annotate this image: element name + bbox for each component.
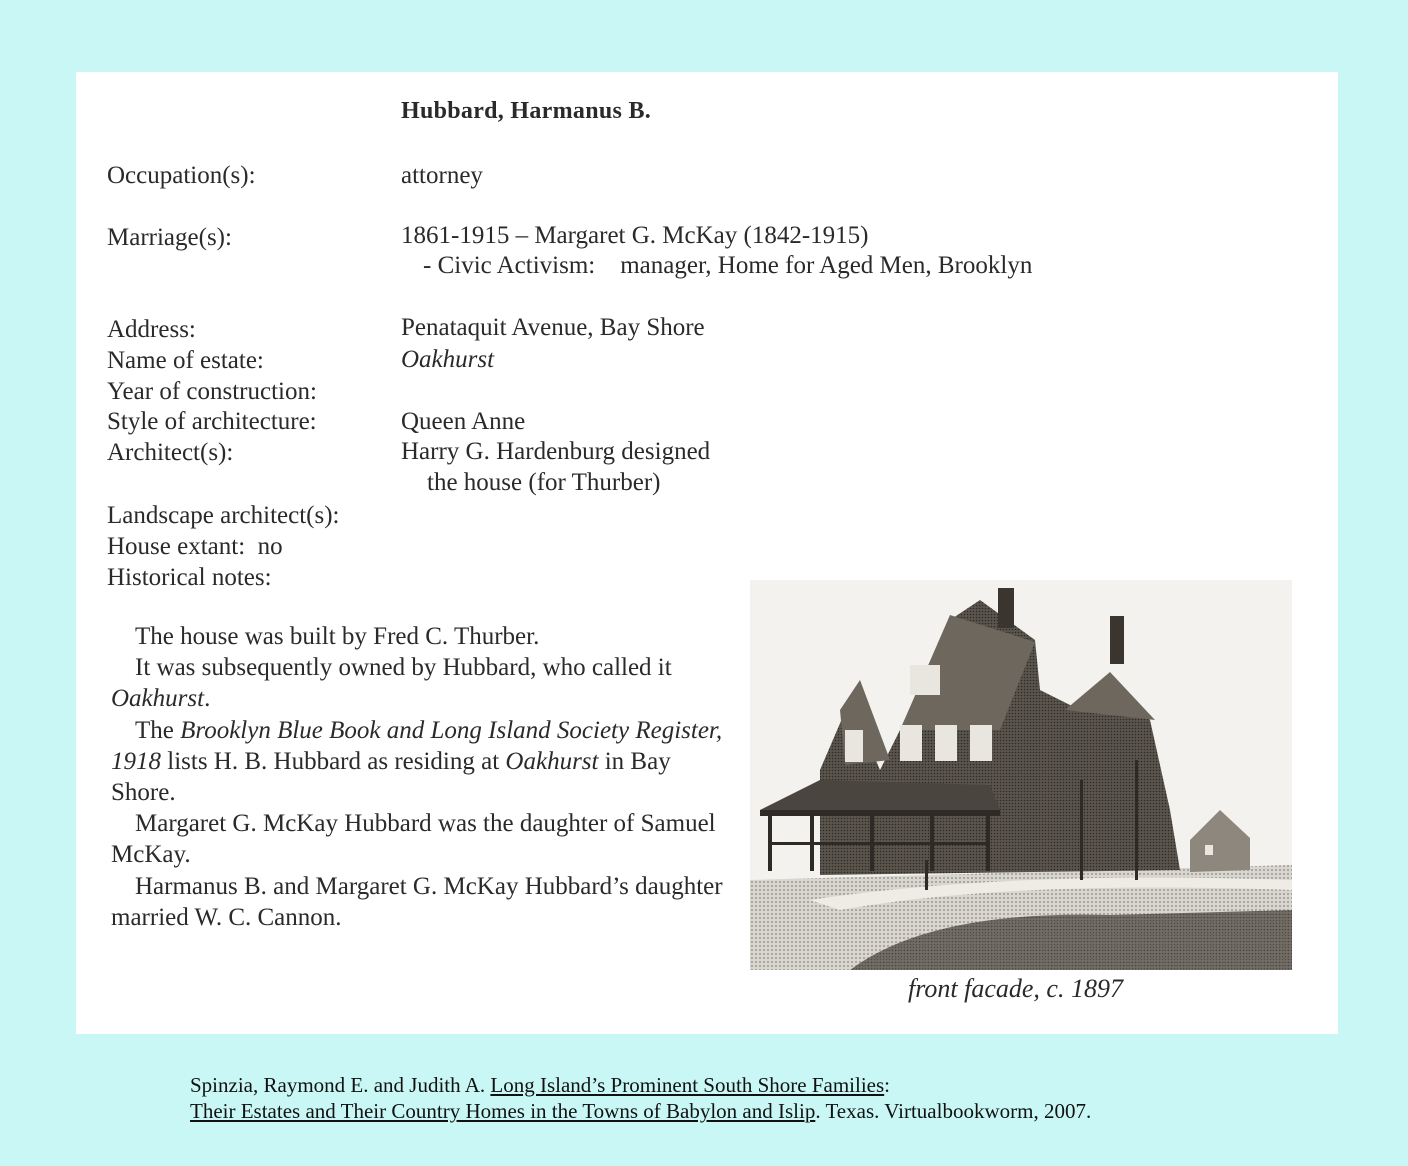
style-value: Queen Anne (401, 408, 526, 435)
occupation-label: Occupation(s): (107, 162, 256, 189)
extant-label: House extant: (107, 533, 246, 560)
address-value: Penataquit Avenue, Bay Shore (401, 314, 705, 341)
citation: Spinzia, Raymond E. and Judith A. Long Island’s Prominent South Shore Families: Their Estates and Their Country Homes in the Towns of Babylon and Islip. Texas. Virtualbookworm, 2007. (190, 1073, 1092, 1123)
civic-activism-line (423, 252, 1032, 280)
citation-title-1: Long Island’s Prominent South Shore Families (490, 1073, 885, 1097)
note-paragraph: Margaret G. McKay Hubbard was the daughter of Samuel McKay. (111, 810, 716, 869)
marriage-label: Marriage(s): (107, 224, 232, 251)
style-label: Style of architecture: (107, 408, 317, 435)
extant-line (107, 533, 283, 561)
photo-caption: front facade, c. 1897 (908, 974, 1123, 1003)
address-label: Address: (107, 316, 196, 343)
house-photo (750, 580, 1292, 970)
architect-value-2: the house (for Thurber) (427, 469, 661, 496)
marriage-value: 1861-1915 – Margaret G. McKay (1842-1915) (401, 222, 869, 249)
document-page (76, 72, 1338, 1034)
civic-activism-value: manager, Home for Aged Men, Brooklyn (620, 252, 1033, 279)
estate-value: Oakhurst (401, 346, 495, 373)
occupation-value: attorney (401, 162, 483, 189)
citation-publisher: . Texas. Virtualbookworm, 2007. (815, 1099, 1092, 1123)
note-paragraph: Harmanus B. and Margaret G. McKay Hubbard’s daughter married W. C. Cannon. (111, 872, 723, 931)
civic-activism-label: - Civic Activism: (423, 252, 596, 279)
historical-notes (111, 621, 731, 933)
note-paragraph: The Brooklyn Blue Book and Long Island Society Register, 1918 lists H. B. Hubbard as residing at Oakhurst in Bay Shore. (111, 716, 723, 807)
citation-authors: Spinzia, Raymond E. and Judith A. (190, 1073, 491, 1097)
citation-title-2: Their Estates and Their Country Homes in the Towns of Babylon and Islip (190, 1099, 816, 1123)
page-title: Hubbard, Harmanus B. (401, 98, 652, 124)
note-paragraph: The house was built by Fred C. Thurber. (135, 623, 540, 650)
note-paragraph: It was subsequently owned by Hubbard, who called it Oakhurst. (111, 654, 672, 713)
landscape-label: Landscape architect(s): (107, 502, 340, 529)
architect-value-1: Harry G. Hardenburg designed (401, 438, 711, 465)
notes-label: Historical notes: (107, 564, 272, 591)
extant-value: no (257, 533, 283, 560)
year-label: Year of construction: (107, 378, 317, 405)
estate-label: Name of estate: (107, 347, 264, 374)
architect-label: Architect(s): (107, 439, 234, 466)
